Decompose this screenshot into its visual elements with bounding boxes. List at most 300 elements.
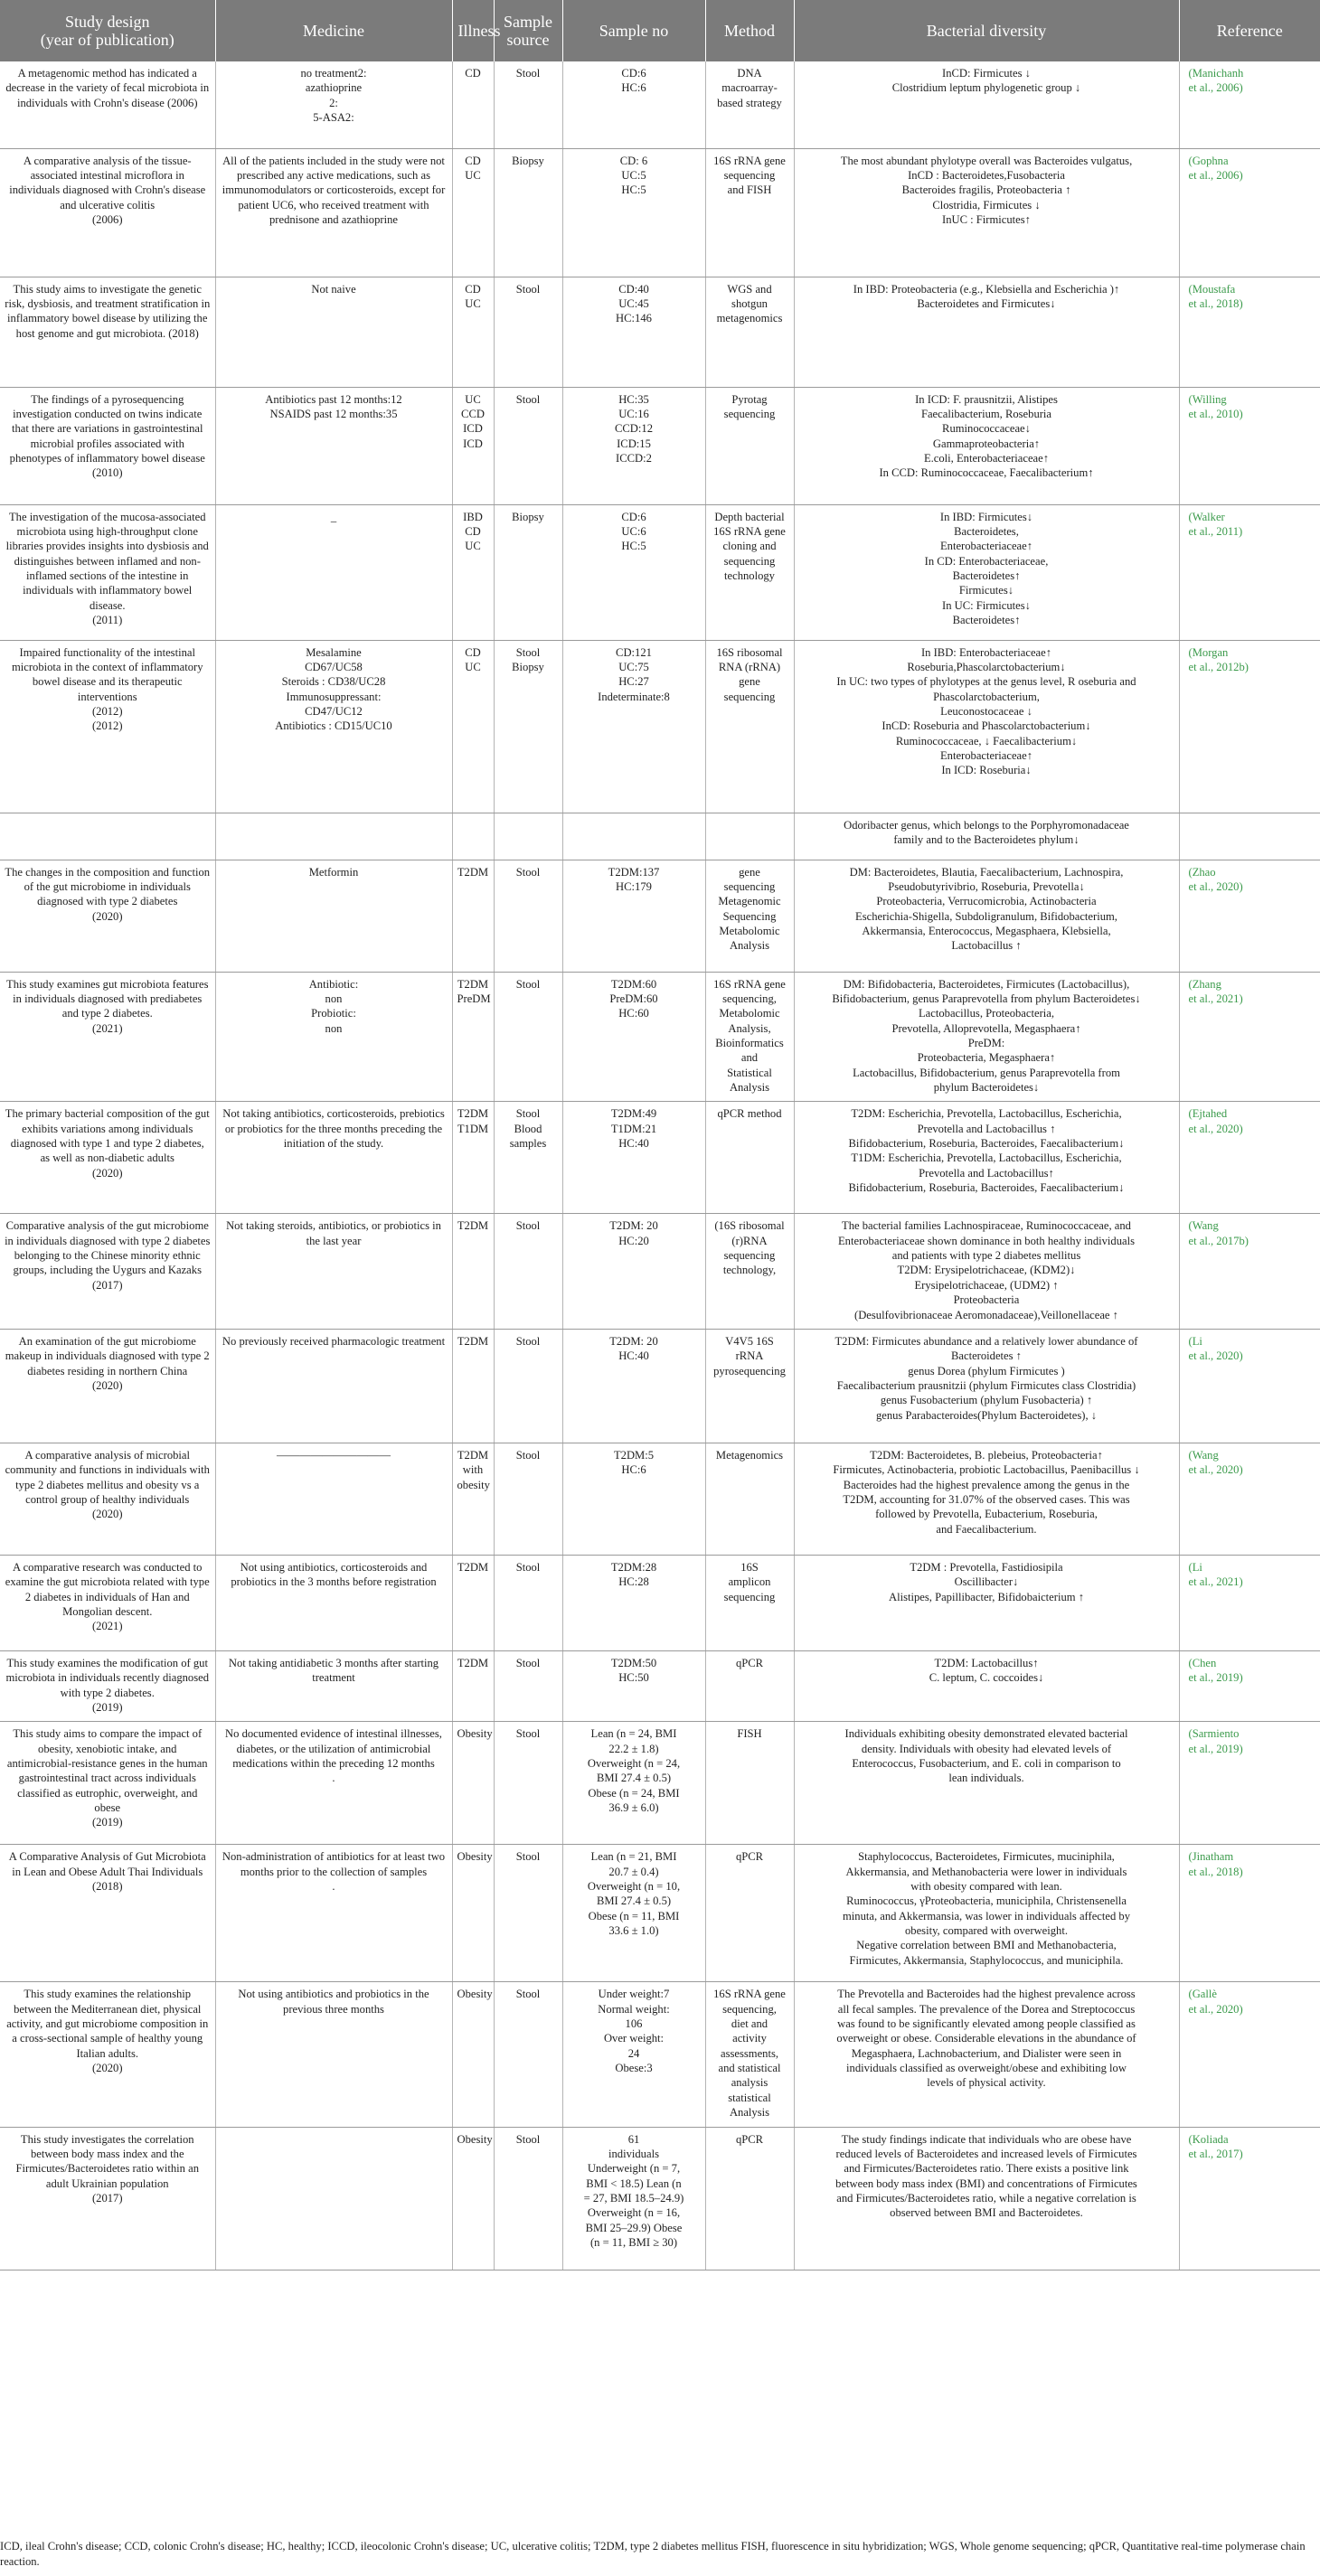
cell-line: (2017) [91,2192,123,2205]
sample-source-cell [494,504,562,640]
cell-line: InUC : Firmicutes↑ [942,212,1031,226]
cell-line: UC [465,392,481,406]
cell-line: obesity [457,1478,490,1491]
cell-line: Odoribacter genus, which belongs to the Porphyromonadaceae [844,818,1129,832]
cell-line: Ruminococcus, γProteobacteria, municiphila, Christensenella [846,1894,1127,1908]
cell-line: T2DM [457,865,489,879]
cell-line: InCD : Bacteroidetes,Fusobacteria [908,168,1065,182]
cell-line: T2DM: Erysipelotrichaceae, (KDM2)↓ [897,1264,1076,1277]
cell-line: (Manichanh [1188,67,1244,80]
table-row [0,1845,1320,1982]
cell-line: et al., 2017) [1188,2147,1243,2160]
cell-line: Biopsy [512,154,544,167]
cell-line: 5-ASA2: [313,111,354,125]
cell-line: Obese (n = 11, BMI [588,1909,680,1923]
table-row [0,148,1320,277]
cell-line: (Li [1188,1560,1202,1574]
sample-source-cell [494,387,562,504]
cell-line: et al., 2020) [1188,1463,1243,1477]
method-cell [705,1845,794,1982]
cell-line: HC:40 [618,1349,649,1363]
bacterial-diversity-cell [794,1982,1179,2127]
bacterial-diversity-cell [794,972,1179,1102]
table-row [0,387,1320,504]
cell-line: rRNA [735,1349,764,1363]
study-design-cell [0,1555,215,1650]
table-row [0,277,1320,387]
cell-line: UC:5 [621,168,646,182]
cell-line: 36.9 ± 6.0) [608,1801,659,1815]
cell-line: Antibiotic: [308,977,359,991]
cell-line: Faecalibacterium prausnitzii (phylum Firmicutes class Clostridia) [836,1378,1136,1392]
cell-line: In ICD: Roseburia↓ [941,764,1032,777]
method-cell [705,277,794,387]
cell-line: sequencing [723,168,776,182]
cell-line: HC:6 [621,81,646,95]
cell-line: Proteobacteria [953,1293,1020,1307]
cell-line: . [332,1772,335,1785]
cell-line: 106 [625,2017,643,2031]
bacterial-diversity-cell [794,1443,1179,1555]
method-cell [705,2127,794,2270]
cell-line: In UC: two types of phylotypes at the genus level, R oseburia and [836,675,1136,689]
study-design-cell [0,148,215,277]
cell-line: Ruminococcaceae↓ [942,422,1031,436]
table-row [0,972,1320,1102]
sample-source-cell [494,860,562,972]
cell-line: followed by Prevotella, Eubacterium, Roseburia, [875,1508,1098,1521]
cell-line: A comparative analysis of the tissue-associated intestinal microflora in individuals diagnosed with Crohn's disease and ulcerative colitis [9,154,206,212]
cell-line: overweight or obese. Considerable elevations in the abundance of [836,2032,1136,2045]
cell-line: et al., 2020) [1188,879,1243,893]
cell-line: gene [739,675,760,689]
table-row [0,1722,1320,1845]
illness-cell [452,1443,494,1555]
cell-line: (2018) [91,1880,123,1894]
cell-line: Obese:3 [615,2062,653,2075]
medicine-cell [215,640,452,813]
cell-line: T2DM, accounting for 31.07% of the observed cases. This was [843,1492,1130,1506]
cell-line: In IBD: Firmicutes↓ [939,510,1033,523]
cell-line: et al., 2006) [1188,81,1243,95]
sample-no-cell [562,504,705,640]
cell-line: ICD [463,437,483,450]
cell-line: T1DM: Escherichia, Prevotella, Lactobacillus, Escherichia, [851,1152,1122,1165]
cell-line: Stool [515,1656,541,1669]
cell-line: et al., 2020) [1188,2002,1243,2016]
cell-line: (2020) [91,1378,123,1392]
sample-no-cell [562,1982,705,2127]
cell-line: DM: Bacteroidetes, Blautia, Faecalibacterium, Lachnospira, [849,865,1124,879]
cell-line: T2DM [457,1656,489,1669]
cell-line: RNA (rRNA) [718,660,781,673]
reference-cell [1179,1722,1320,1845]
sample-source-cell [494,1845,562,1982]
cell-line: Pyrotag [731,392,768,406]
cell-line: et al., 2021) [1188,992,1243,1005]
cell-line: 16S rRNA gene [713,524,786,538]
cell-line: Antibiotics past 12 months:12 [265,392,402,406]
cell-line: Enterobacteriaceae shown dominance in both healthy individuals [837,1234,1136,1247]
cell-line: UC:16 [618,407,649,420]
cell-line: (Koliada [1188,2132,1229,2146]
medicine-cell [215,813,452,860]
study-design-cell [0,1722,215,1845]
cell-line: Leuconostocaceae ↓ [940,704,1032,718]
reference-cell [1179,504,1320,640]
study-design-cell: Comparative analysis of the gut microbiome in individuals diagnosed with type 2 diabetes belonging to the Chinese minority ethnic groups, including the Uygurs and Kazaks (2017) [0,1214,215,1330]
cell-line: InCD: Firmicutes ↓ [942,67,1031,80]
cell-line: Metabolomic [719,924,780,937]
cell-line: qPCR [735,1656,764,1669]
study-design-cell [0,1650,215,1721]
medicine-cell [215,148,452,277]
cell-line: CCD:12 [615,422,653,436]
cell-line: reduced levels of Bacteroidetes and increased levels of Firmicutes [835,2147,1137,2160]
cell-line: Staphylococcus, Bacteroidetes, Firmicutes, muciniphila, [858,1850,1115,1864]
cell-line: Roseburia,Phascolarctobacterium↓ [907,660,1066,673]
medicine-cell [215,1443,452,1555]
cell-line: This study examines gut microbiota features in individuals diagnosed with prediabetes and type 2 diabetes. [6,977,209,1020]
cell-line: sequencing [723,690,776,703]
cell-line: Pseudobutyrivibrio, Roseburia, Prevotella↓ [888,879,1085,893]
cell-line: obesity, compared with overweight. [905,1924,1068,1938]
sample-source-cell [494,61,562,148]
cell-line: = 27, BMI 18.5–24.9) [583,2192,684,2205]
study-design-cell [0,2127,215,2270]
reference-cell [1179,1650,1320,1721]
cell-line: Prevotella and Lactobacillus ↑ [917,1122,1056,1135]
illness-cell [452,504,494,640]
cell-line: et al., 2021) [1188,1575,1243,1589]
cell-line: Akkermansia, and Methanobacteria were lower in individuals [845,1865,1127,1878]
medicine-cell [215,1214,452,1330]
cell-line: CD: 6 [619,154,648,167]
illness-cell [452,277,494,387]
method-cell [705,1555,794,1650]
cell-line: Prevotella and Lactobacillus↑ [919,1166,1054,1180]
table-row [0,813,1320,860]
cell-line: cloning and [722,540,777,553]
cell-line: Overweight (n = 16, [587,2206,681,2220]
cell-line: Oscillibacter↓ [954,1575,1019,1589]
sample-source-cell [494,640,562,813]
sample-source-cell [494,1102,562,1214]
illness-cell [452,860,494,972]
cell-line: and patients with type 2 diabetes mellitus [891,1249,1081,1263]
cell-line: Bacteroidetes, [954,524,1019,538]
cell-line: Clostridia, Firmicutes ↓ [932,198,1041,212]
cell-line: A Comparative Analysis of Gut Microbiota in Lean and Obese Adult Thai Individuals [8,1850,206,1878]
cell-line: Overweight (n = 10, [587,1880,681,1894]
cell-line: phylum Bacteroidetes↓ [933,1081,1040,1095]
cell-line: et al., 2011) [1188,524,1243,538]
table-footnote: ICD, ileal Crohn's disease; CCD, colonic Crohn's disease; HC, healthy; ICCD, ileocolonic Crohn's disease; UC, ulcerative colitis; T2DM, type 2 diabetes mellitus FISH, fluorescence in situ hybridization; WGS, Whole genome sequencing; qPCR, Quantitative real-time polymerase chain reaction. [0,2540,1306,2568]
reference-cell [1179,640,1320,813]
cell-line: Impaired functionality of the intestinal microbiota in the context of inflammatory bowel disease and its therapeutic interventions [11,645,203,703]
cell-line: T2DM: Lactobacillus↑ [934,1656,1039,1669]
cell-line: (Desulfovibrionaceae Aeromonadaceae),Veillonellaceae ↑ [854,1308,1118,1321]
cell-line: Not taking steroids, antibiotics, or probiotics in the last year [226,1219,441,1247]
cell-line: BMI 27.4 ± 0.5) [596,1772,672,1785]
cell-line: V4V5 16S [725,1334,774,1348]
cell-line: Obesity [457,1988,493,2001]
cell-line: UC [465,168,481,182]
cell-line: sequencing [723,554,776,568]
study-design-cell [0,813,215,860]
cell-line: CD [465,282,481,296]
cell-line: diet and [731,2017,768,2031]
cell-line: (Morgan [1188,645,1229,659]
cell-line: T2DM: 20 [609,1334,658,1348]
cell-line: BMI < 18.5) Lean (n [586,2176,682,2190]
cell-line: (n = 11, BMI ≥ 30) [589,2236,678,2250]
table-row [0,1329,1320,1443]
cell-line: The changes in the composition and function of the gut microbiome in individuals diagnosed with type 2 diabetes [5,865,211,908]
sample-source-cell [494,813,562,860]
cell-line: qPCR [735,2132,764,2146]
cell-line: Metabolomic [719,1007,780,1020]
cell-line: Lactobacillus, Proteobacteria, [918,1007,1054,1020]
illness-cell [452,1329,494,1443]
cell-line: CD47/UC12 [305,704,363,718]
cell-line: (Gallè [1188,1988,1217,2001]
illness-cell [452,1722,494,1845]
cell-line: Stool [515,645,541,659]
cell-line: based strategy [717,96,782,109]
sample-no-cell [562,860,705,972]
cell-line: Lean (n = 21, BMI [590,1850,677,1864]
bacterial-diversity-cell [794,813,1179,860]
cell-line: This study aims to compare the impact of obesity, xenobiotic intake, and antimicrobial-resistance genes in the human gastrointestinal tract across individuals classified as eutrophic, overweight, and obese [6,1727,208,1815]
reference-cell [1179,1845,1320,1982]
cell-line: Megasphaera, Lachnobacterium, and Dialister were seen in [851,2046,1122,2060]
cell-line: An examination of the gut microbiome makeup in individuals diagnosed with type 2 diabetes residing in northern China [5,1334,210,1377]
cell-line: Individuals exhibiting obesity demonstrated elevated bacterial [844,1727,1128,1741]
reference-cell [1179,972,1320,1102]
cell-line: CD [465,67,481,80]
cell-line: (Ejtahed [1188,1107,1228,1121]
cell-line: Underweight (n = 7, [587,2162,681,2176]
cell-line: amplicon [728,1575,771,1589]
bacterial-diversity-cell [794,2127,1179,2270]
cell-line: shotgun [731,296,768,310]
sample-no-cell [562,1722,705,1845]
cell-line: UC [465,540,481,553]
medicine-cell [215,972,452,1102]
cell-line: All of the patients included in the study were not prescribed any active medications, such as immunomodulators or corticosteroids, except for patient UC6, who received treatment with prednisone and azathioprine [222,154,446,226]
medicine-cell [215,61,452,148]
bacterial-diversity-cell [794,1722,1179,1845]
reference-cell [1179,148,1320,277]
cell-line: Biopsy [512,510,544,523]
cell-line: UC [465,660,481,673]
header-study-design: Study design (year of publication) [0,0,215,61]
sample-no-cell [562,2127,705,2270]
cell-line: IBD [463,510,483,523]
cell-line: Firmicutes, Akkermansia, Staphylococcus, and municiphila. [849,1953,1124,1967]
cell-line: The bacterial families Lachnospiraceae, Ruminococcaceae, and [842,1219,1131,1233]
medicine-cell [215,1722,452,1845]
sample-no-cell [562,1102,705,1214]
cell-line: _ [330,510,337,523]
table-row [0,2127,1320,2270]
bacterial-diversity-cell [794,640,1179,813]
bacterial-diversity-cell [794,277,1179,387]
sample-no-cell [562,61,705,148]
method-cell [705,972,794,1102]
cell-line: Not using antibiotics and probiotics in the previous three months [238,1988,429,2016]
cell-line: HC:60 [618,1007,649,1020]
table-row [0,61,1320,148]
cell-line: Lean (n = 24, BMI [590,1727,677,1741]
cell-line: statistical [728,2091,771,2104]
cell-line: with [462,1463,484,1477]
cell-line: Bacteroidetes↑ [952,614,1021,627]
cell-line: Stool [515,977,541,991]
method-cell [705,640,794,813]
header-medicine: Medicine [215,0,452,61]
cell-line: This study examines the modification of gut microbiota in individuals recently diagnosed with type 2 diabetes. [5,1656,210,1699]
cell-line: and [740,1051,759,1065]
cell-line: genus Dorea (phylum Firmicutes ) [908,1364,1065,1377]
cell-line: CD67/UC58 [305,660,363,673]
cell-line: Stool [515,1107,541,1121]
cell-line: HC:40 [618,1137,649,1151]
cell-line: In IBD: Proteobacteria (e.g., Klebsiella and Escherichia )↑ [853,282,1120,296]
cell-line: No documented evidence of intestinal illnesses, diabetes, or the utilization of antimicrobial medications within the preceding 12 months [225,1727,442,1771]
bacterial-diversity-cell [794,1845,1179,1982]
table-row [0,1650,1320,1721]
cell-line: metagenomics [716,312,783,325]
cell-line: between body mass index (BMI) and concentrations of Firmicutes [835,2176,1137,2190]
illness-cell [452,813,494,860]
cell-line: et al., 2019) [1188,1671,1243,1685]
cell-line: Bifidobacterium, genus Paraprevotella from phylum Bacteroidetes↓ [832,992,1141,1005]
cell-line: Enterobacteriaceae↑ [939,749,1033,763]
cell-line: qPCR method [717,1107,782,1121]
cell-line: Stool [515,1448,541,1462]
cell-line: T2DM [457,1219,489,1233]
cell-line: PreDM: [967,1036,1005,1049]
table-row [0,1214,1320,1330]
study-design-cell [0,860,215,972]
cell-line: technology, [722,1264,777,1277]
medicine-cell [215,1329,452,1443]
sample-no-cell [562,277,705,387]
cell-line: et al., 2017b) [1188,1234,1249,1247]
cell-line: T2DM [457,1334,489,1348]
table-header [0,0,1320,61]
cell-line: T2DM : Prevotella, Fastidiosipila [910,1560,1063,1574]
sample-source-cell [494,1650,562,1721]
cell-line: (2021) [91,1021,123,1035]
cell-line: (Willing [1188,392,1227,406]
cell-line: A comparative analysis of microbial community and functions in individuals with type 2 diabetes mellitus and obesity vs a control group of healthy individuals [5,1448,210,1506]
cell-line: Mesalamine [306,645,362,659]
cell-line: E.coli, Enterobacteriaceae↑ [923,451,1050,465]
cell-line: Stool [515,282,541,296]
cell-line: Analysis [729,939,770,953]
method-cell [705,148,794,277]
cell-line: (2012) [91,704,123,718]
cell-line: sequencing [723,407,776,420]
header-bacterial-diversity: Bacterial diversity [794,0,1179,61]
header-sample-no: Sample no [562,0,705,61]
illness-cell [452,148,494,277]
cell-line: Stool [515,1560,541,1574]
cell-line: assessments, [720,2046,778,2060]
cell-line: Stool [515,392,541,406]
medicine-cell [215,860,452,972]
cell-line: . [332,1880,335,1894]
medicine-cell [215,504,452,640]
cell-line: DM: Bifidobacteria, Bacteroidetes, Firmicutes (Lactobacillus), [843,977,1130,991]
cell-line: T2DM:137 [608,865,660,879]
cell-line: T2DM:28 [610,1560,657,1574]
illness-cell [452,640,494,813]
method-cell [705,1982,794,2127]
cell-line: T2DM: 20 [609,1219,658,1233]
method-cell [705,860,794,972]
bacterial-diversity-cell [794,387,1179,504]
cell-line: The most abundant phylotype overall was Bacteroides vulgatus, [840,154,1133,167]
cell-line: 20.7 ± 0.4) [608,1865,659,1878]
cell-line: InCD: Roseburia and Phascolarctobacterium↓ [882,719,1091,733]
cell-line: Under weight:7 [598,1988,670,2001]
cell-line: BMI 25–29.9) Obese [585,2221,683,2234]
cell-line: CD [465,645,481,659]
cell-line: (2020) [91,2062,123,2075]
cell-line: Depth bacterial [714,510,785,523]
cell-line: Enterobacteriaceae↑ [939,540,1033,553]
cell-line: Stool [515,67,541,80]
medicine-cell [215,1982,452,2127]
cell-line: 16S [740,1560,759,1574]
cell-line: HC:179 [616,879,652,893]
cell-line: Metformin [308,865,359,879]
cell-line: The Prevotella and Bacteroides had the highest prevalence across [837,1988,1136,2001]
cell-line: Statistical [727,1066,772,1079]
table-row [0,860,1320,972]
illness-cell [452,1102,494,1214]
cell-line: Overweight (n = 24, [587,1757,681,1771]
cell-line: HC:27 [618,675,649,689]
cell-line: HC:146 [616,312,652,325]
cell-line: 33.6 ± 1.0) [608,1924,659,1938]
cell-line: ICD [463,422,483,436]
cell-line: analysis [731,2076,768,2090]
medicine-cell [215,1845,452,1982]
cell-line: T2DM:49 [610,1107,657,1121]
cell-line: In IBD: Enterobacteriaceae↑ [920,645,1052,659]
table-body [0,61,1320,2270]
cell-line: and statistical [718,2062,781,2075]
cell-line: (Sarmiento [1188,1727,1240,1741]
cell-line: pyrosequencing [713,1364,786,1377]
cell-line: lean individuals. [948,1772,1024,1785]
illness-cell [452,1845,494,1982]
method-cell [705,1443,794,1555]
table-row [0,1555,1320,1650]
cell-line: (2020) [91,1166,123,1180]
cell-line: CD:40 [618,282,649,296]
cell-line: Analysis, [728,1021,771,1035]
cell-line: no treatment2: [300,67,367,80]
cell-line: FISH [737,1727,762,1741]
cell-line: sequencing [723,1590,776,1603]
cell-line: (2010) [91,466,123,480]
